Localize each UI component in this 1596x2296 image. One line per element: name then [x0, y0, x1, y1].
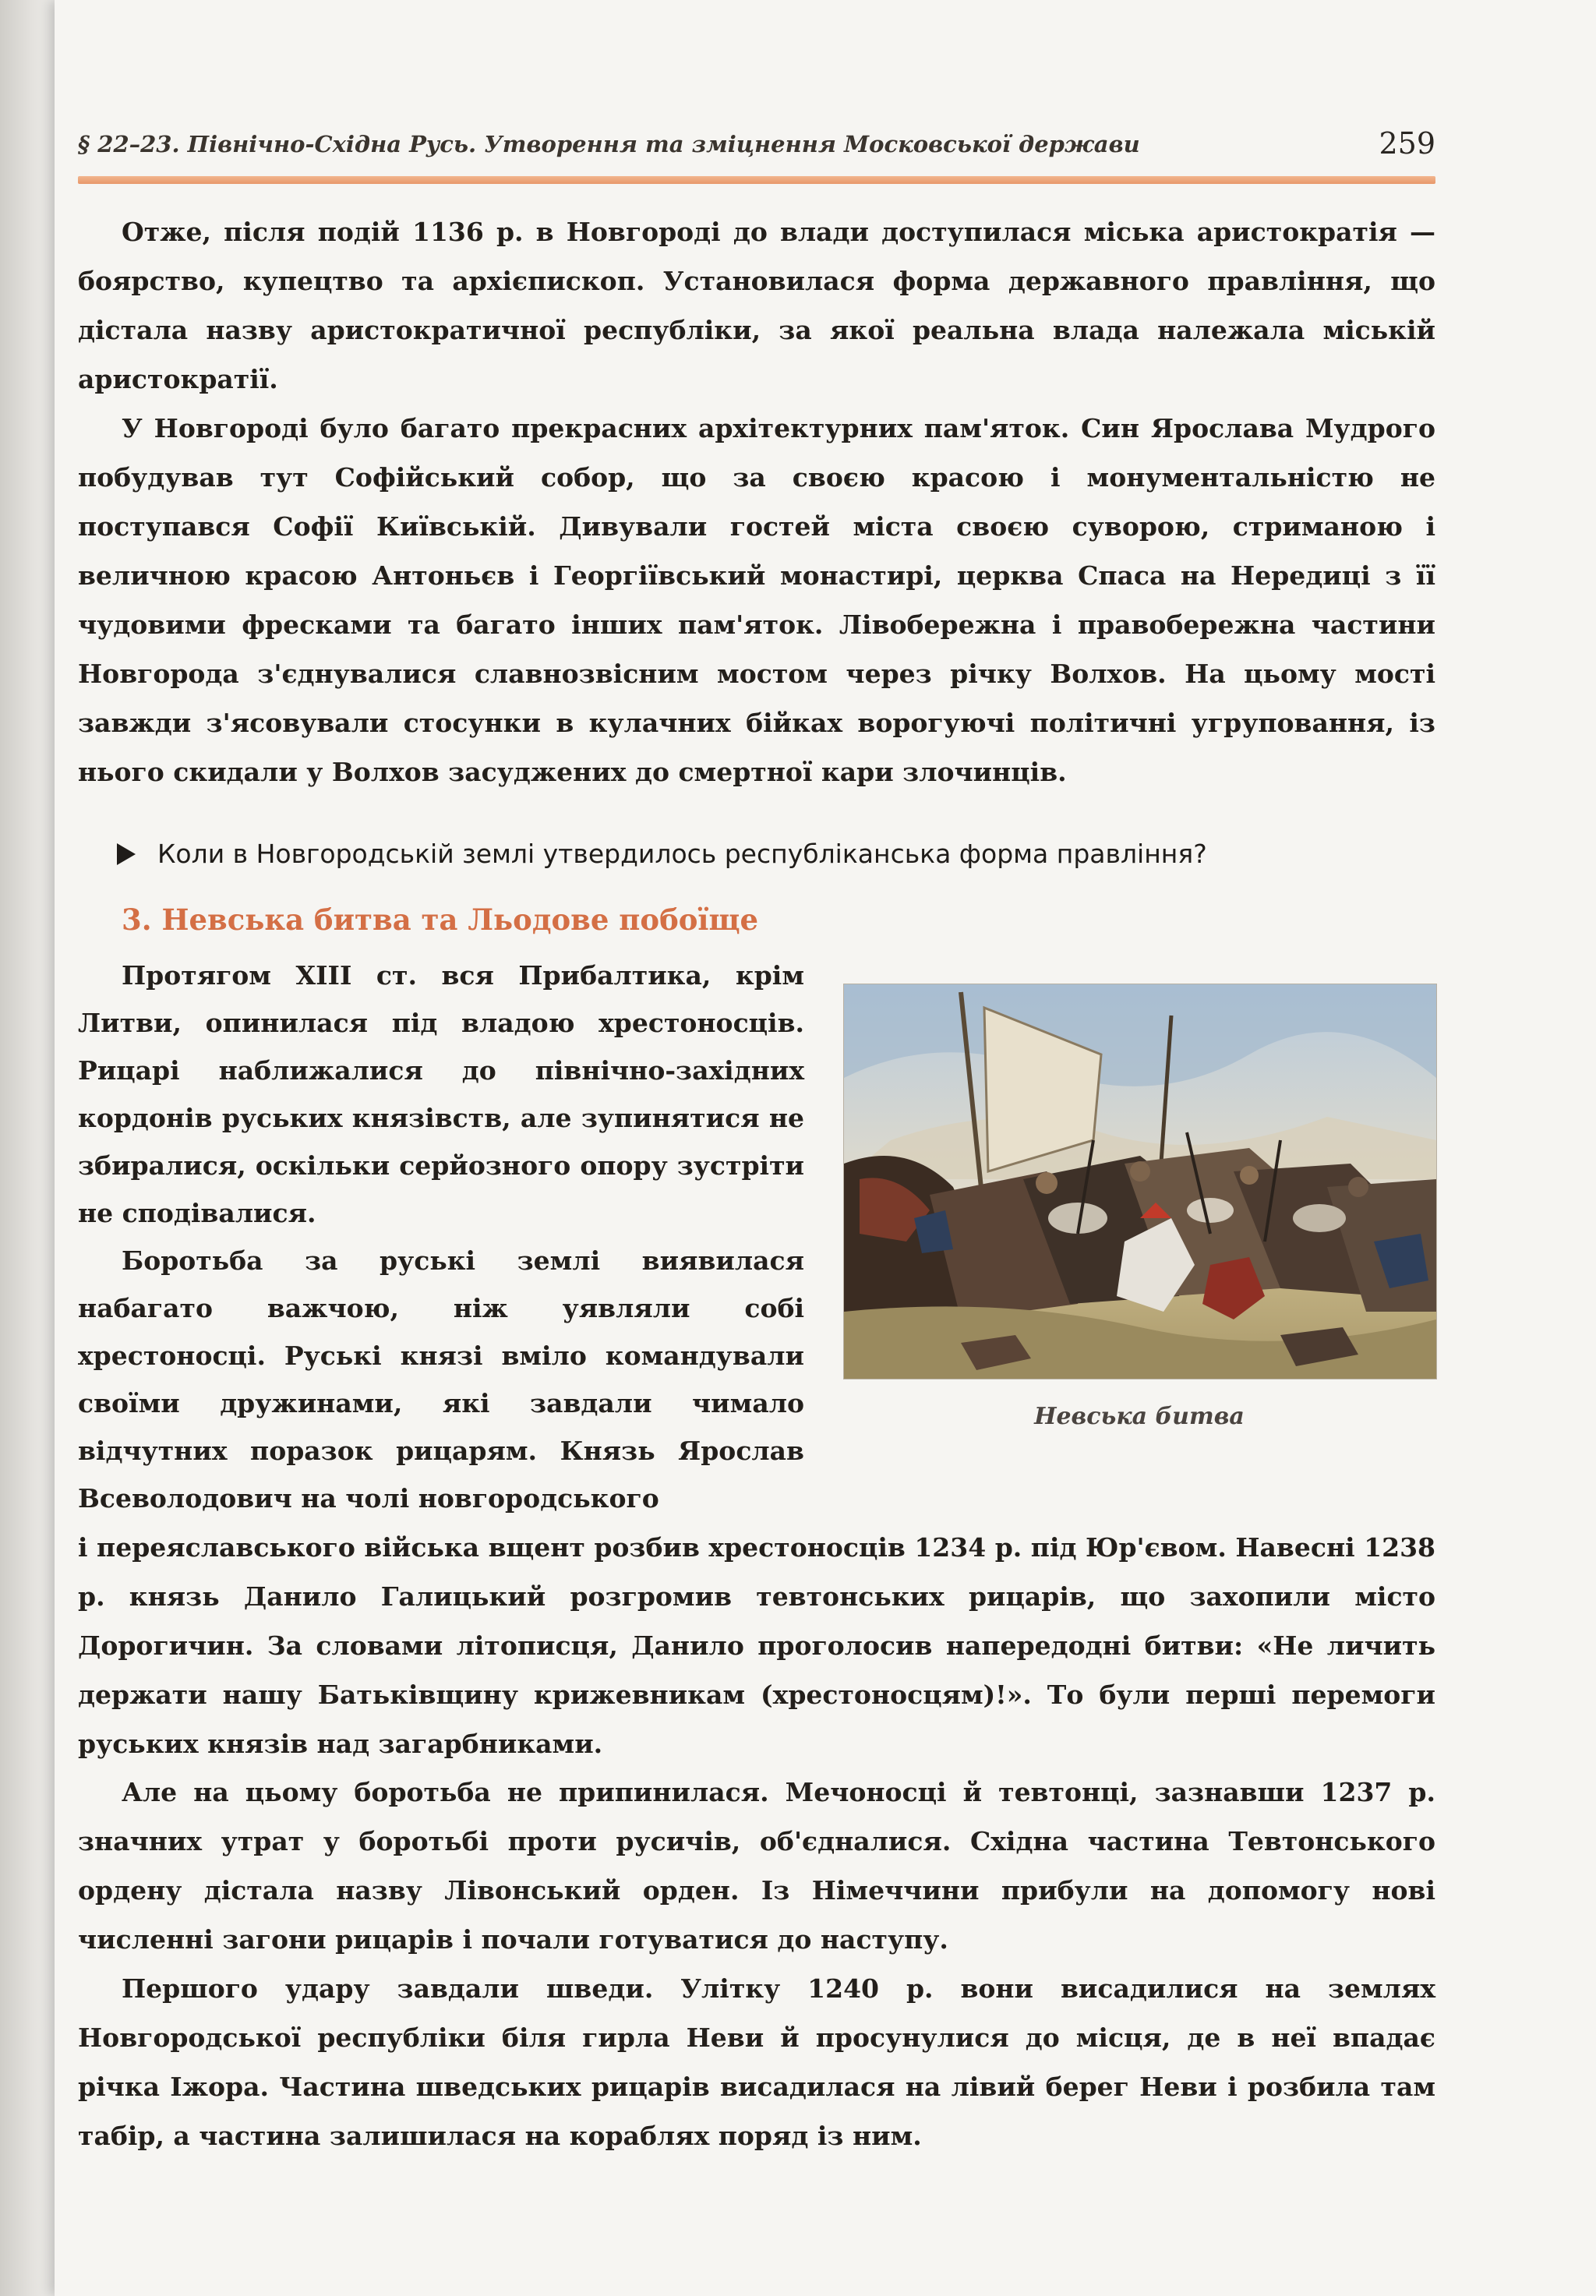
- paragraph-livonian-order: Але на цьому боротьба не припинилася. Мечоносці й тевтонці, зазнавши 1237 р. значних утрат у боротьбі проти русичів, об'єдналися. Східна частина Тевтонського ордену дістала назву Лівонський орден. Із Німеччини прибули на допомогу нові численні загони рицарів і почали готуватися до наступу.: [78, 1777, 1435, 1955]
- header-rule: [78, 176, 1435, 184]
- review-question: [117, 831, 1442, 878]
- paragraph-aristocratic-republic: Отже, після подій 1136 р. в Новгороді до влади доступилася міська аристократія — боярство, купецтво та архієпископ. Установилася форма державного правління, що дістала назву аристократичної республіки, за якої реальна влада належала міській аристократії.: [78, 217, 1435, 394]
- battle-painting-illustration: [844, 984, 1436, 1379]
- paragraph-swedes-attack: Першого удару завдали шведи. Улітку 1240 р. вони висадилися на землях Новгородської республіки біля гирла Неви й просунулися до місця, де в неї впадає річка Іжора. Частина шведських рицарів висадилася на лівий берег Неви і розбила там табір, а частина залишилася на кораблях поряд із ним.: [78, 1973, 1435, 2151]
- running-header: [78, 126, 1435, 178]
- figure-caption: Невська битва: [1034, 1403, 1245, 1430]
- paragraph-novgorod-architecture: У Новгороді було багато прекрасних архітектурних пам'яток. Син Ярослава Мудрого побудував тут Софійський собор, що за своєю красою і монументальністю не поступався Софії Київській. Дивували гостей міста своєю суворою, стриманою і величною красою Антоньєв і Георгіївський монастирі, церква Спаса на Нередиці з її чудовими фресками та багато інших пам'яток. Лівобережна і правобережна частини Новгорода з'єднувалися славнозвісним мостом через річку Волхов. На цьому мості завжди з'ясовували стосунки в кулачних бійках ворогуючі політичні угруповання, із нього скидали у Волхов засуджених до смертної кари злочинців.: [78, 413, 1435, 787]
- page-number: 259: [1379, 126, 1435, 161]
- question-text: Коли в Новгородській землі утвердилось республіканська форма правління?: [157, 839, 1207, 869]
- header-title: § 22–23. Північно-Східна Русь. Утворення та зміцнення Московської держави: [78, 131, 1140, 157]
- page-edge: [0, 0, 55, 2296]
- battle-painting: [843, 984, 1437, 1379]
- paragraph-struggle-for-lands: Боротьба за руські землі виявилася набагато важчою, ніж уявляли собі хрестоносці. Руські князі вміло командували своїми дружинами, які завдали чимало відчутних поразок рицарям. Князь Ярослав Всеволодович на чолі новгородського: [78, 1245, 804, 1514]
- triangle-marker-icon: [117, 843, 136, 865]
- paragraph-continuation-victories: і переяславського війська вщент розбив хрестоносців 1234 р. під Юр'євом. Навесні 1238 р. князь Данило Галицький розгромив тевтонських рицарів, що захопили місто Дорогичин. За словами літописця, Данило проголосив напередодні битви: «Не личить держати нашу Батьківщину крижевникам (хрестоносцям)!». То були перші перемоги руських князів над загарбниками.: [78, 1532, 1435, 1759]
- section-title: 3. Невська битва та Льодове побоїще: [122, 903, 759, 937]
- paragraph-baltic-crusaders: Протягом XIII ст. вся Прибалтика, крім Литви, опинилася під владою хрестоносців. Рицарі наближалися до північно-західних кордонів руських князівств, але зупинятися не збиралися, оскільки серйозного опору зустріти не сподівалися.: [78, 960, 804, 1228]
